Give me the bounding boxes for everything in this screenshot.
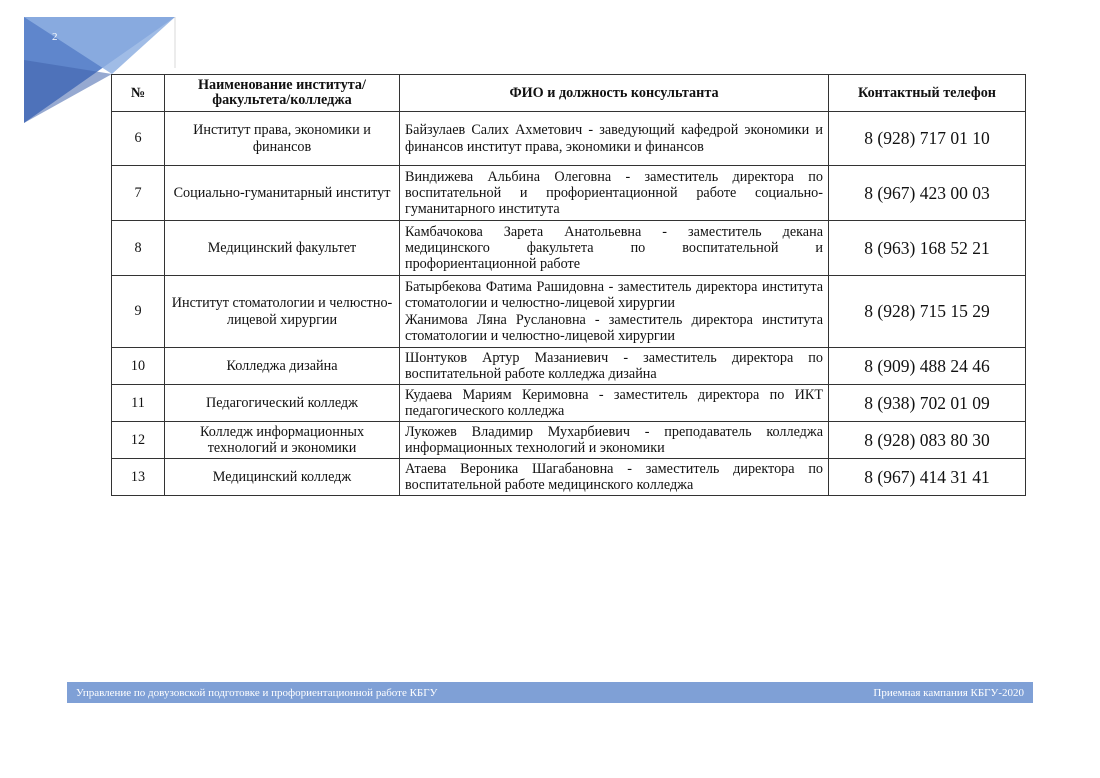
table-row [112, 112, 1026, 166]
row-consultant [400, 348, 829, 385]
row-phone: 8 (928) 083 80 30 [829, 422, 1026, 459]
row-institute: Педагогический колледж [165, 385, 400, 422]
header-consultant: ФИО и должность консультанта [400, 75, 829, 112]
footer-right-text: Приемная кампания КБГУ-2020 [873, 686, 1024, 699]
table-row [112, 348, 1026, 385]
row-phone: 8 (909) 488 24 46 [829, 348, 1026, 385]
consultant-text: Кудаева Мариям Керимовна - заместитель директора по ИКТ педагогического колледжа [405, 386, 823, 419]
row-institute: Институт стоматологии и челюстно-лицевой хирургии [165, 276, 400, 348]
row-consultant [400, 459, 829, 496]
row-num: 10 [112, 348, 165, 385]
row-consultant [400, 166, 829, 221]
row-institute: Медицинский колледж [165, 459, 400, 496]
header-num: № [112, 75, 165, 112]
row-institute: Колледж информационных технологий и экономики [165, 422, 400, 459]
row-num: 12 [112, 422, 165, 459]
consultant-text: Байзулаев Салих Ахметович - заведующий кафедрой экономики и финансов институт права, экономики и финансов [405, 122, 823, 155]
table-row [112, 385, 1026, 422]
table-row [112, 166, 1026, 221]
page-number: 2 [52, 31, 58, 43]
row-num: 8 [112, 221, 165, 276]
row-phone: 8 (928) 715 15 29 [829, 276, 1026, 348]
row-institute: Институт права, экономики и финансов [165, 112, 400, 166]
row-consultant [400, 385, 829, 422]
row-num: 7 [112, 166, 165, 221]
consultant-text: Шонтуков Артур Мазаниевич - заместитель директора по воспитательной работе колледжа дизайна [405, 349, 823, 382]
consultants-table [111, 74, 1026, 496]
row-phone: 8 (967) 423 00 03 [829, 166, 1026, 221]
consultant-text: Лукожев Владимир Мухарбиевич - преподаватель колледжа информационных технологий и экономики [405, 423, 823, 456]
consultant-text: Виндижева Альбина Олеговна - заместитель директора по воспитательной и профориентационной работе социально-гуманитарного института [405, 168, 823, 218]
table-row [112, 422, 1026, 459]
consultant-text: Батырбекова Фатима Рашидовна - заместитель директора института стоматологии и челюстно-лицевой хирургии [405, 279, 823, 312]
table-row [112, 221, 1026, 276]
row-phone: 8 (963) 168 52 21 [829, 221, 1026, 276]
row-consultant [400, 112, 829, 166]
table-header-row [112, 75, 1026, 112]
row-consultant [400, 276, 829, 348]
header-institute: Наименование института/ факультета/колледжа [165, 75, 400, 112]
row-institute: Колледжа дизайна [165, 348, 400, 385]
row-phone: 8 (938) 702 01 09 [829, 385, 1026, 422]
table-row [112, 459, 1026, 496]
table-row [112, 276, 1026, 348]
header-phone: Контактный телефон [829, 75, 1026, 112]
row-institute: Медицинский факультет [165, 221, 400, 276]
row-num: 11 [112, 385, 165, 422]
row-phone: 8 (967) 414 31 41 [829, 459, 1026, 496]
consultant-text: Атаева Вероника Шагабановна - заместитель директора по воспитательной работе медицинского колледжа [405, 460, 823, 493]
page-footer [67, 682, 1033, 703]
row-consultant [400, 422, 829, 459]
row-num: 9 [112, 276, 165, 348]
row-num: 13 [112, 459, 165, 496]
row-num: 6 [112, 112, 165, 166]
row-consultant [400, 221, 829, 276]
consultant-text: Камбачокова Зарета Анатольевна - заместитель декана медицинского факультета по воспитательной и профориентационной работе [405, 223, 823, 273]
row-institute: Социально-гуманитарный институт [165, 166, 400, 221]
consultant-text: Жанимова Ляна Руслановна - заместитель директора института стоматологии и челюстно-лицевой хирургии [405, 311, 823, 344]
footer-left-text: Управление по довузовской подготовке и профориентационной работе КБГУ [76, 686, 438, 699]
row-phone: 8 (928) 717 01 10 [829, 112, 1026, 166]
